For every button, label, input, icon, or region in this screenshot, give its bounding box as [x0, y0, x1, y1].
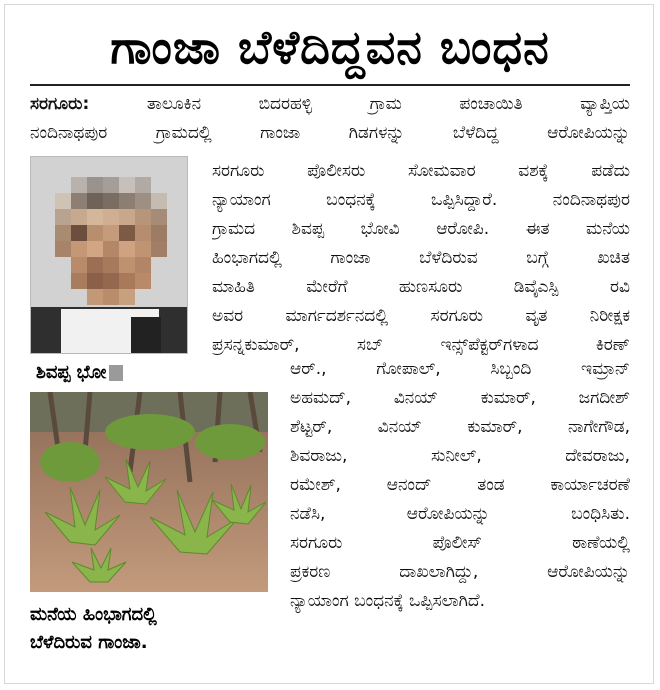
accused-caption-text: ಶಿವಪ್ಪ ಭೋ [36, 362, 107, 383]
body-line-9: ಪ್ರಸನ್ನಕುಮಾರ್, ಸಬ್ ಇನ್ಸ್‌ಪೆಕ್ಟರ್‌ಗಳಾದ ಕಿರಣ್ [212, 335, 630, 355]
plants-photo [30, 392, 268, 592]
body-line-13: ಶಿವರಾಜು, ಸುನೀಲ್, ದೇವರಾಜು, [290, 446, 630, 466]
plants-caption-line-1: ಮನೆಯ ಹಿಂಭಾಗದಲ್ಲಿ [30, 604, 157, 625]
caption-blur-block [109, 365, 123, 381]
body-line-12: ಶೆಟ್ಟರ್, ವಿನಯ್ ಕುಮಾರ್, ನಾಗೇಗೌಡ, [290, 417, 630, 437]
dateline: ಸರಗೂರು: [30, 94, 90, 114]
body-line-7: ಮಾಹಿತಿ ಮೇರೆಗೆ ಹುಣಸೂರು ಡಿವೈಎಸ್ಪಿ ರವಿ [212, 277, 630, 297]
body-line-14: ರಮೇಶ್, ಆನಂದ್ ತಂಡ ಕಾರ್ಯಾಚರಣೆ [290, 475, 630, 495]
body-line-11: ಅಹಮದ್, ವಿನಯ್ ಕುಮಾರ್, ಜಗದೀಶ್ [290, 388, 630, 408]
body-line-1 [30, 92, 630, 117]
body-line-6: ಹಿಂಭಾಗದಲ್ಲಿ ಗಾಂಜಾ ಬೆಳೆದಿರುವ ಬಗ್ಗೆ ಖಚಿತ [212, 248, 630, 268]
plants-caption-line-2: ಬೆಳೆದಿರುವ ಗಾಂಜಾ. [30, 632, 148, 653]
body-line-15: ನಡೆಸಿ, ಆರೋಪಿಯನ್ನು ಬಂಧಿಸಿತು. [290, 504, 630, 524]
body-line-16: ಸರಗೂರು ಪೊಲೀಸ್ ಠಾಣೆಯಲ್ಲಿ [290, 533, 630, 553]
body-line-3: ಸರಗೂರು ಪೊಲೀಸರು ಸೋಮವಾರ ವಶಕ್ಕೆ ಪಡೆದು [212, 161, 630, 181]
body-line-18: ನ್ಯಾಯಾಂಗ ಬಂಧನಕ್ಕೆ ಒಪ್ಪಿಸಲಾಗಿದೆ. [290, 591, 485, 611]
accused-caption [36, 360, 123, 386]
body-line-1-text: ತಾಲೂಕಿನ ಬಿದರಹಳ್ಳಿ ಗ್ರಾಮ ಪಂಚಾಯಿತಿ ವ್ಯಾಪ್ತಿಯ [146, 94, 630, 114]
body-line-17: ಪ್ರಕರಣ ದಾಖಲಾಗಿದ್ದು, ಆರೋಪಿಯನ್ನು [290, 562, 630, 582]
body-line-4: ನ್ಯಾಯಾಂಗ ಬಂಧನಕ್ಕೆ ಒಪ್ಪಿಸಿದ್ದಾರೆ. ನಂದಿನಾಥಪುರ [212, 190, 630, 210]
body-line-5: ಗ್ರಾಮದ ಶಿವಪ್ಪ ಭೋವಿ ಆರೋಪಿ. ಈತ ಮನೆಯ [212, 219, 630, 239]
body-line-10: ಆರ್., ಗೋಪಾಲ್, ಸಿಬ್ಬಂದಿ ಇಮ್ರಾನ್ [290, 359, 630, 379]
headline-rule [30, 84, 630, 86]
pixelated-face [55, 177, 167, 305]
accused-photo [30, 156, 188, 354]
body-line-8: ಅವರ ಮಾರ್ಗದರ್ಶನದಲ್ಲಿ ಸರಗೂರು ವೃತ ನಿರೀಕ್ಷಕ [212, 306, 630, 326]
headline: ಗಾಂಜಾ ಬೆಳೆದಿದ್ದವನ ಬಂಧನ [110, 20, 550, 74]
body-line-2: ನಂದಿನಾಥಪುರ ಗ್ರಾಮದಲ್ಲಿ ಗಾಂಜಾ ಗಿಡಗಳನ್ನು ಬೆಳೆದಿದ್ದ ಆರೋಪಿಯನ್ನು [30, 123, 630, 143]
